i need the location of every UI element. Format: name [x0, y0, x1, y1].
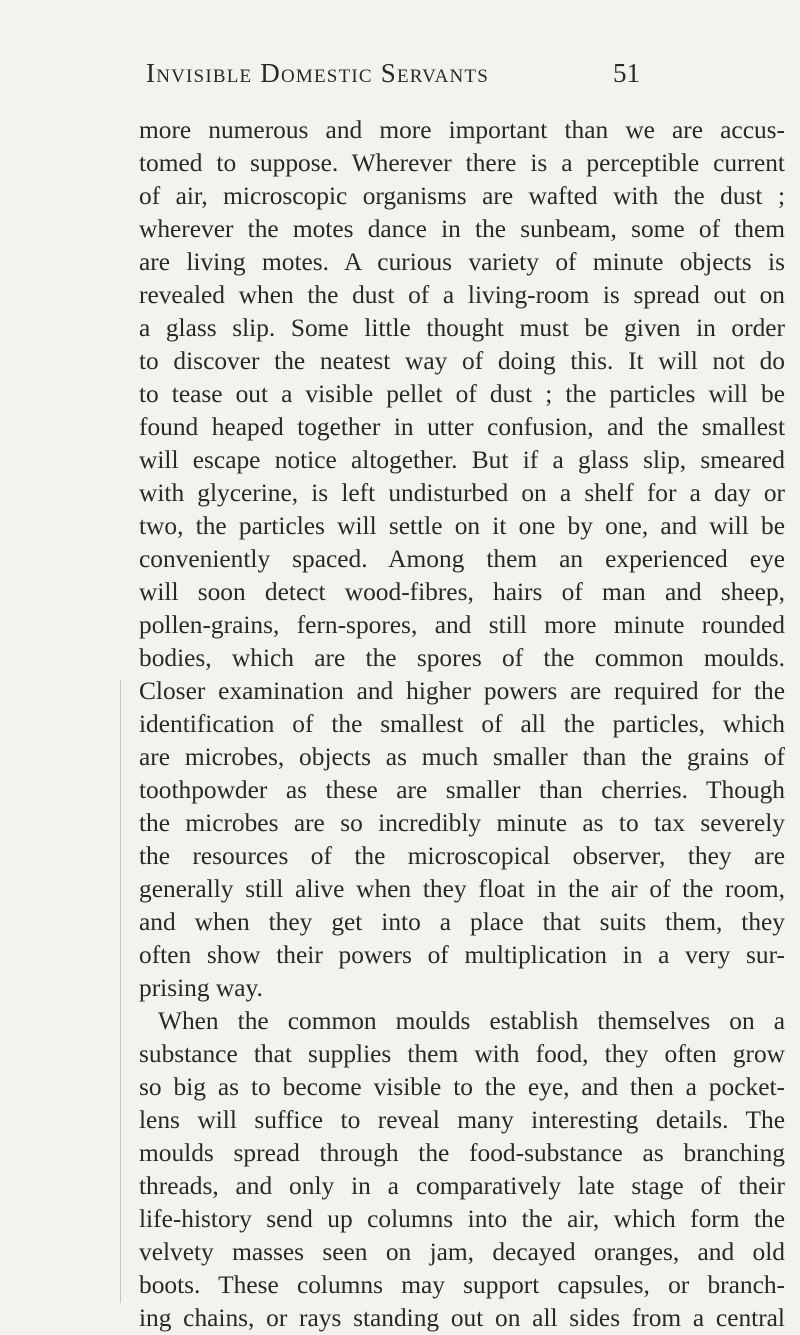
text-line: velvety masses seen on jam, decayed oranges, and old — [139, 1238, 785, 1266]
text-line: two, the particles will settle on it one by one, and will be — [139, 512, 785, 540]
text-line: are microbes, objects as much smaller than the grains of — [139, 743, 785, 771]
text-line: to discover the neatest way of doing this. It will not do — [139, 347, 785, 375]
text-line: boots. These columns may support capsules, or branch- — [139, 1271, 785, 1299]
text-line: tomed to suppose. Wherever there is a perceptible current — [139, 149, 785, 177]
page-gutter-shadow — [120, 680, 121, 1303]
text-line: found heaped together in utter confusion, and the smallest — [139, 413, 785, 441]
text-line: often show their powers of multiplication in a very sur- — [139, 941, 785, 969]
text-line: the resources of the microscopical observer, they are — [139, 842, 785, 870]
text-line: are living motes. A curious variety of minute objects is — [139, 248, 785, 276]
text-line: more numerous and more important than we are accus- — [139, 116, 785, 144]
text-line: generally still alive when they float in the air of the room, — [139, 875, 785, 903]
body-text — [139, 114, 785, 1335]
text-line: threads, and only in a comparatively late stage of their — [139, 1172, 785, 1200]
text-line: bodies, which are the spores of the common moulds. — [139, 644, 785, 672]
text-line: life-history send up columns into the air, which form the — [139, 1205, 785, 1233]
text-line: ing chains, or rays standing out on all sides from a central — [139, 1304, 785, 1332]
text-line: will escape notice altogether. But if a glass slip, smeared — [139, 446, 785, 474]
text-line: substance that supplies them with food, they often grow — [139, 1040, 785, 1068]
text-line: of air, microscopic organisms are wafted with the dust ; — [139, 182, 785, 210]
text-line: When the common moulds establish themselves on a — [158, 1007, 785, 1035]
text-line: a glass slip. Some little thought must be given in order — [139, 314, 785, 342]
page-number: 51 — [613, 58, 640, 88]
text-line: wherever the motes dance in the sunbeam, some of them — [139, 215, 785, 243]
text-line: identification of the smallest of all the particles, which — [139, 710, 785, 738]
text-line: lens will suffice to reveal many interesting details. The — [139, 1106, 785, 1134]
text-line: revealed when the dust of a living-room is spread out on — [139, 281, 785, 309]
text-line: the microbes are so incredibly minute as to tax severely — [139, 809, 785, 837]
text-line: will soon detect wood-fibres, hairs of man and sheep, — [139, 578, 785, 606]
text-line: with glycerine, is left undisturbed on a shelf for a day or — [139, 479, 785, 507]
text-line: and when they get into a place that suits them, they — [139, 908, 785, 936]
text-line: to tease out a visible pellet of dust ; the particles will be — [139, 380, 785, 408]
text-line: so big as to become visible to the eye, and then a pocket- — [139, 1073, 785, 1101]
text-line: prising way. — [139, 974, 263, 1002]
text-line: conveniently spaced. Among them an experienced eye — [139, 545, 785, 573]
text-line: Closer examination and higher powers are required for the — [139, 677, 785, 705]
text-line: toothpowder as these are smaller than cherries. Though — [139, 776, 785, 804]
running-title: Invisible Domestic Servants — [146, 58, 489, 88]
page-header — [146, 58, 786, 98]
text-line: moulds spread through the food-substance as branching — [139, 1139, 785, 1167]
text-line: pollen-grains, fern-spores, and still more minute rounded — [139, 611, 785, 639]
